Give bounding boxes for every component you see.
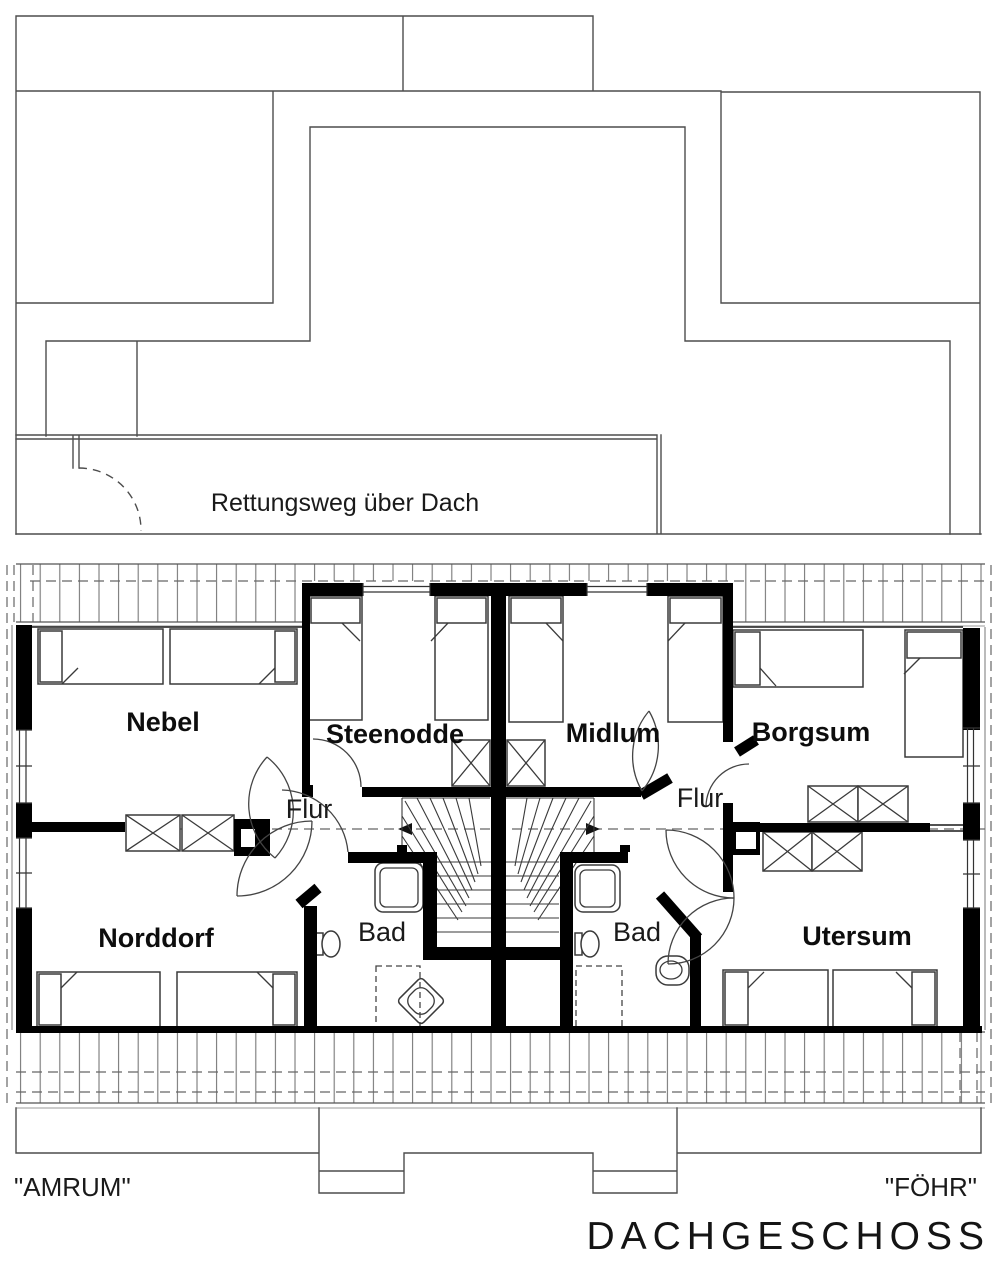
party-wall <box>491 583 506 1032</box>
floor-title: DACHGESCHOSS <box>586 1215 990 1258</box>
toilet-icon <box>575 931 599 957</box>
closet-icon <box>182 815 234 851</box>
escape-corridor <box>16 435 981 534</box>
roof-outline <box>16 16 981 534</box>
bed-icon <box>904 630 963 757</box>
stair-right-wall <box>560 852 573 1032</box>
room-label-norddorf: Norddorf <box>98 923 214 953</box>
closet-icon <box>808 786 858 822</box>
room-label-nebel: Nebel <box>126 707 200 737</box>
sink-icon <box>397 977 445 1025</box>
bath-label-right: Bad <box>612 917 662 947</box>
room-label-midlum: Midlum <box>565 718 661 748</box>
hall-label-left: Flur <box>285 794 333 824</box>
window-icon <box>16 838 32 908</box>
roof-overhang-hatch-bottom <box>16 1032 985 1108</box>
steenodde-left-wall <box>302 586 310 797</box>
midlum-right-wall <box>723 586 733 742</box>
bed-icon <box>309 596 362 720</box>
room-label-steenodde: Steenodde <box>325 719 465 749</box>
hall-label-right: Flur <box>676 783 724 813</box>
roof-window-icon <box>587 583 647 596</box>
bath-right-diagonal-wall <box>660 895 698 938</box>
closet-icon <box>858 786 908 822</box>
borgsum-utersum-wall <box>733 823 930 832</box>
bed-icon <box>37 972 160 1027</box>
sloped-ceiling-zone <box>576 966 622 1030</box>
bath-right-wall <box>560 852 628 863</box>
roof-window-icon <box>363 583 430 596</box>
closet-icon <box>126 815 180 851</box>
window-icon <box>963 840 980 908</box>
room-label-utersum: Utersum <box>802 921 912 951</box>
bath-label-left: Bad <box>357 917 407 947</box>
closet-icon <box>507 740 545 786</box>
window-icon <box>963 728 980 803</box>
stair-left-wall <box>423 855 437 960</box>
facade-outline <box>16 1108 981 1193</box>
closet-icon <box>812 832 862 871</box>
escape-route-label: Rettungsweg über Dach <box>210 489 480 517</box>
unit-name-right: "FÖHR" <box>884 1172 977 1202</box>
bed-icon <box>668 596 723 722</box>
room-label-borgsum: Borgsum <box>751 717 871 747</box>
bed-icon <box>170 629 297 684</box>
window-icon <box>16 730 32 803</box>
bed-icon <box>177 972 297 1027</box>
roof-door-jamb <box>73 436 79 468</box>
nebel-norddorf-wall <box>16 822 125 832</box>
toilet-icon <box>316 931 340 957</box>
bed-icon <box>733 630 863 687</box>
sink-icon <box>656 956 689 985</box>
bed-icon <box>38 629 163 684</box>
bed-icon <box>833 970 937 1027</box>
roof-door-swing-icon <box>79 468 141 531</box>
bed-icon <box>509 596 563 722</box>
norddorf-door-post <box>299 888 318 904</box>
norddorf-bath-wall <box>304 906 317 1032</box>
closet-icon <box>763 832 812 871</box>
unit-name-left: "AMRUM" <box>14 1172 131 1202</box>
bed-icon <box>431 596 488 720</box>
bed-icon <box>723 970 828 1027</box>
bath-right-fixtures <box>575 865 689 1030</box>
shower-icon <box>375 863 423 912</box>
